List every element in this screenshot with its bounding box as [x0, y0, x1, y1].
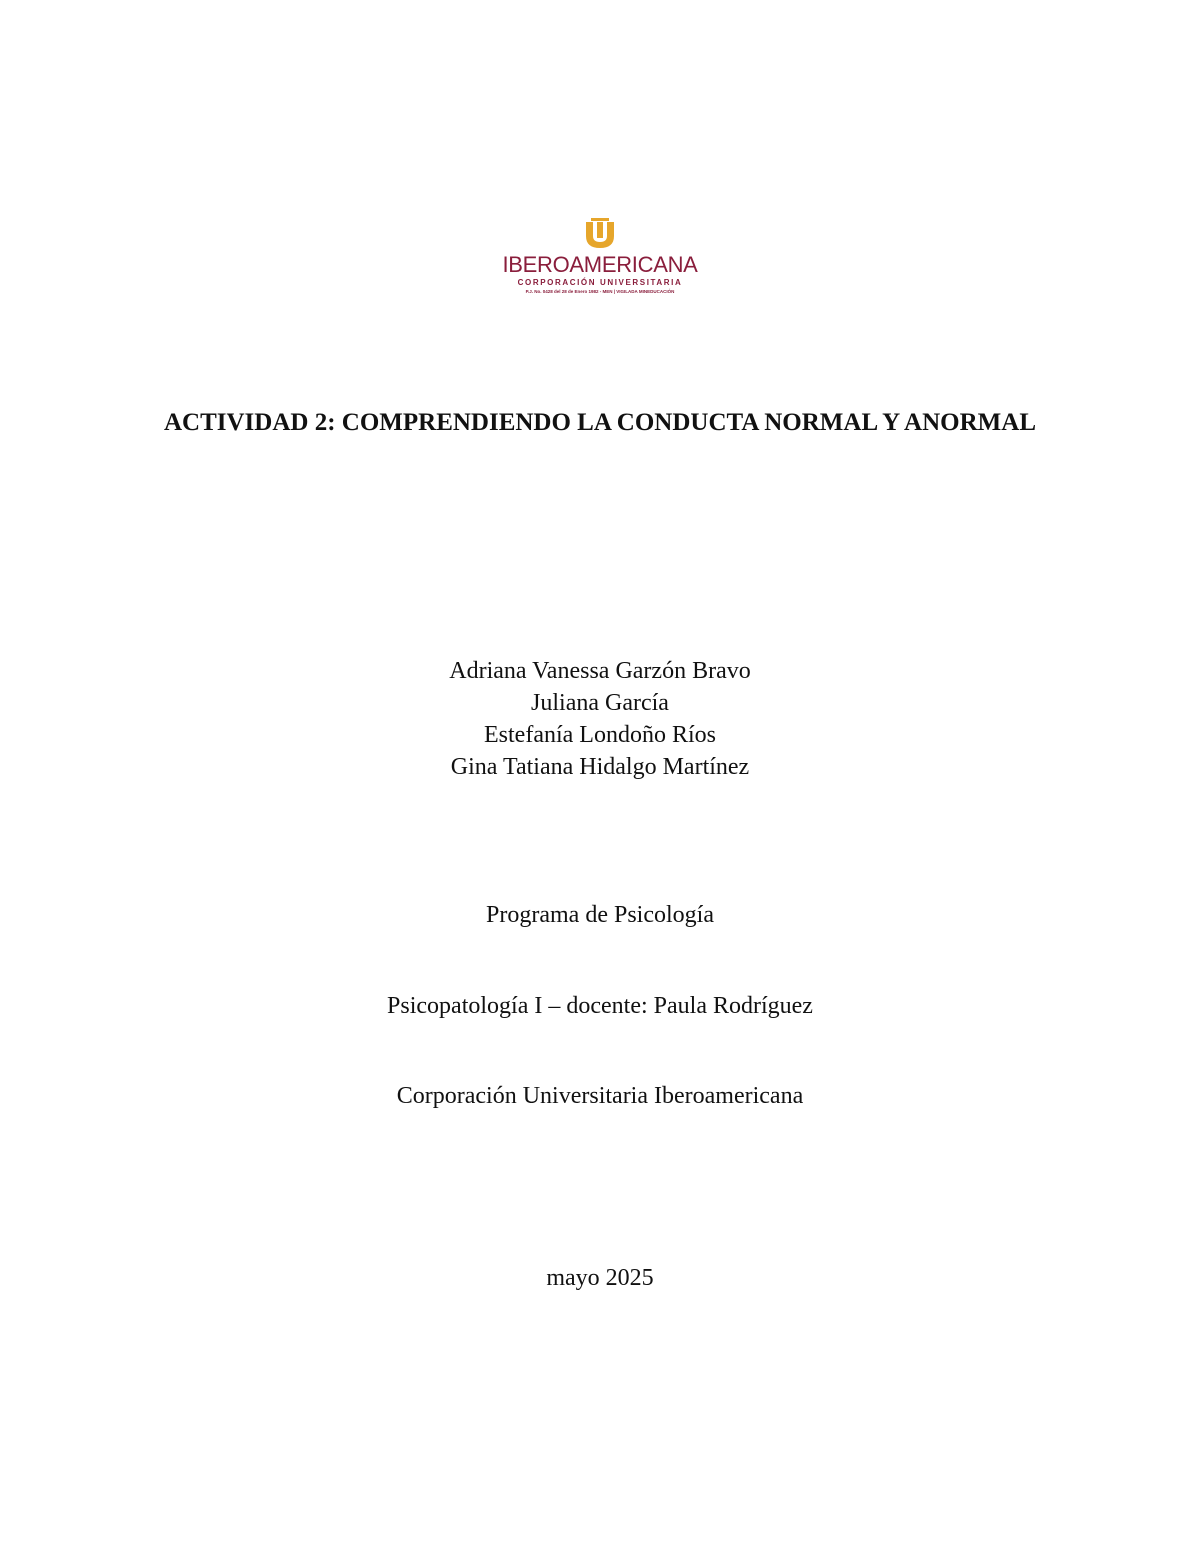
document-date: mayo 2025 — [546, 1265, 654, 1291]
author-name: Gina Tatiana Hidalgo Martínez — [450, 754, 750, 780]
institution-logo — [480, 218, 720, 300]
program-name: Programa de Psicología — [486, 902, 714, 928]
author-name: Estefanía Londoño Ríos — [484, 722, 716, 748]
logo-registration: P.J. No. 0428 del 28 de Enero 1982 - MEN | VIGILADA MINEDUCACIÓN — [525, 289, 675, 294]
logo-name: IBEROAMERICANA — [502, 252, 698, 277]
document-title: ACTIVIDAD 2: COMPRENDIENDO LA CONDUCTA NORMAL Y ANORMAL — [163, 409, 1036, 436]
course-name: Psicopatología I – docente: Paula Rodríguez — [387, 993, 813, 1019]
author-name: Adriana Vanessa Garzón Bravo — [449, 658, 751, 684]
institution-name: Corporación Universitaria Iberoamericana — [396, 1083, 804, 1109]
author-name: Juliana García — [531, 690, 669, 716]
logo-subtitle: CORPORACIÓN UNIVERSITARIA — [517, 278, 683, 287]
iberoamericana-u-icon — [580, 218, 620, 250]
author-list — [150, 655, 1050, 783]
